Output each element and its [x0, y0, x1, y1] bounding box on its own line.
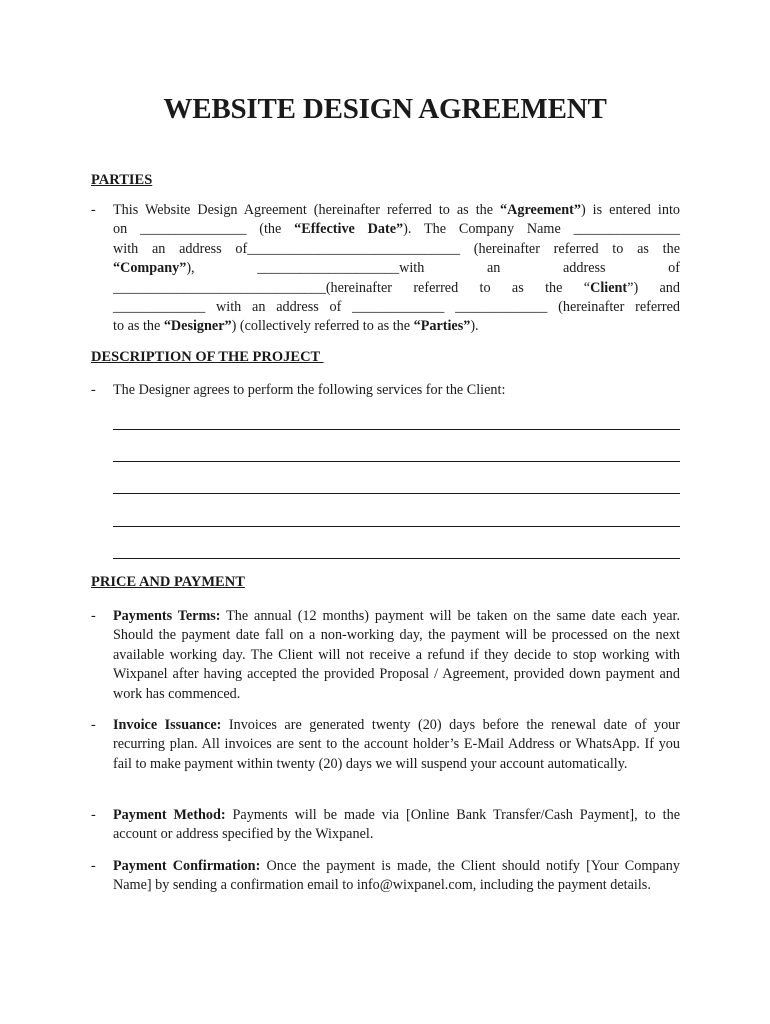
description-paragraph: [91, 381, 680, 400]
parties-line-7: to as the “Designer”) (collectively referred to as the “Parties”).: [113, 318, 479, 335]
invoice-issuance-text: Invoice Issuance: Invoices are generated twenty (20) days before the renewal date of your recurring plan. All invoices are sent to the account holder’s E-Mail Address or WhatsApp. If you fail to make payment within twenty (20) days we will suspend your account automatically.: [113, 717, 680, 772]
document-title: WEBSITE DESIGN AGREEMENT: [163, 93, 607, 125]
description-heading: DESCRIPTION OF THE PROJECT: [91, 349, 324, 365]
service-blank-line[interactable]: [113, 558, 680, 559]
parties-text: [113, 201, 680, 337]
payment-confirmation-item: [91, 857, 680, 896]
bullet-dash: -: [91, 717, 96, 733]
service-blank-line[interactable]: [113, 461, 680, 462]
service-blank-line[interactable]: [113, 493, 680, 494]
invoice-issuance-label: Invoice Issuance:: [113, 717, 222, 733]
payment-confirmation-text: Payment Confirmation: Once the payment is made, the Client should notify [Your Company Name] by sending a confirmation email to info@wixpanel.com, including the payment details.: [113, 858, 680, 894]
payment-method-text: Payment Method: Payments will be made via [Online Bank Transfer/Cash Payment], to the account or address specified by the Wixpanel.: [113, 807, 680, 843]
parties-line-4: “Company”), ____________________with an address of: [113, 260, 680, 277]
payment-method-item: [91, 806, 680, 845]
price-heading: PRICE AND PAYMENT: [91, 574, 245, 590]
parties-line-1: This Website Design Agreement (hereinafter referred to as the “Agreement”) is entered into: [113, 202, 680, 218]
bullet-dash: -: [91, 202, 96, 218]
bullet-dash: -: [91, 608, 96, 624]
bullet-dash: -: [91, 807, 96, 823]
parties-heading: PARTIES: [91, 172, 153, 188]
parties-line-2: on _______________ (the “Effective Date”). The Company Name _______________: [113, 221, 680, 238]
parties-line-3: with an address of______________________________ (hereinafter referred to as the: [113, 240, 680, 257]
payment-method-label: Payment Method:: [113, 807, 226, 823]
bullet-dash: -: [91, 382, 96, 398]
parties-line-6: _____________ with an address of _____________ _____________ (hereinafter referred: [113, 299, 680, 316]
payment-confirmation-label: Payment Confirmation:: [113, 858, 261, 874]
description-text: The Designer agrees to perform the following services for the Client:: [113, 382, 506, 398]
payment-terms-label: Payments Terms:: [113, 608, 221, 624]
invoice-issuance-item: [91, 716, 680, 774]
bullet-dash: -: [91, 858, 96, 874]
payment-terms-item: [91, 607, 680, 704]
parties-line-5: ______________________________(hereinafter referred to as the “Client”) and: [113, 279, 680, 296]
payment-terms-text: Payments Terms: The annual (12 months) payment will be taken on the same date each year. Should the payment date fall on a non-working day, the payment will be processed on the next available working day. The Client will not receive a refund if they decide to stop working with Wixpanel after having accepted the provided Proposal / Agreement, provided down payment and work has commenced.: [113, 608, 680, 702]
service-blank-line[interactable]: [113, 526, 680, 527]
parties-paragraph: [91, 201, 680, 337]
service-blank-line[interactable]: [113, 429, 680, 430]
